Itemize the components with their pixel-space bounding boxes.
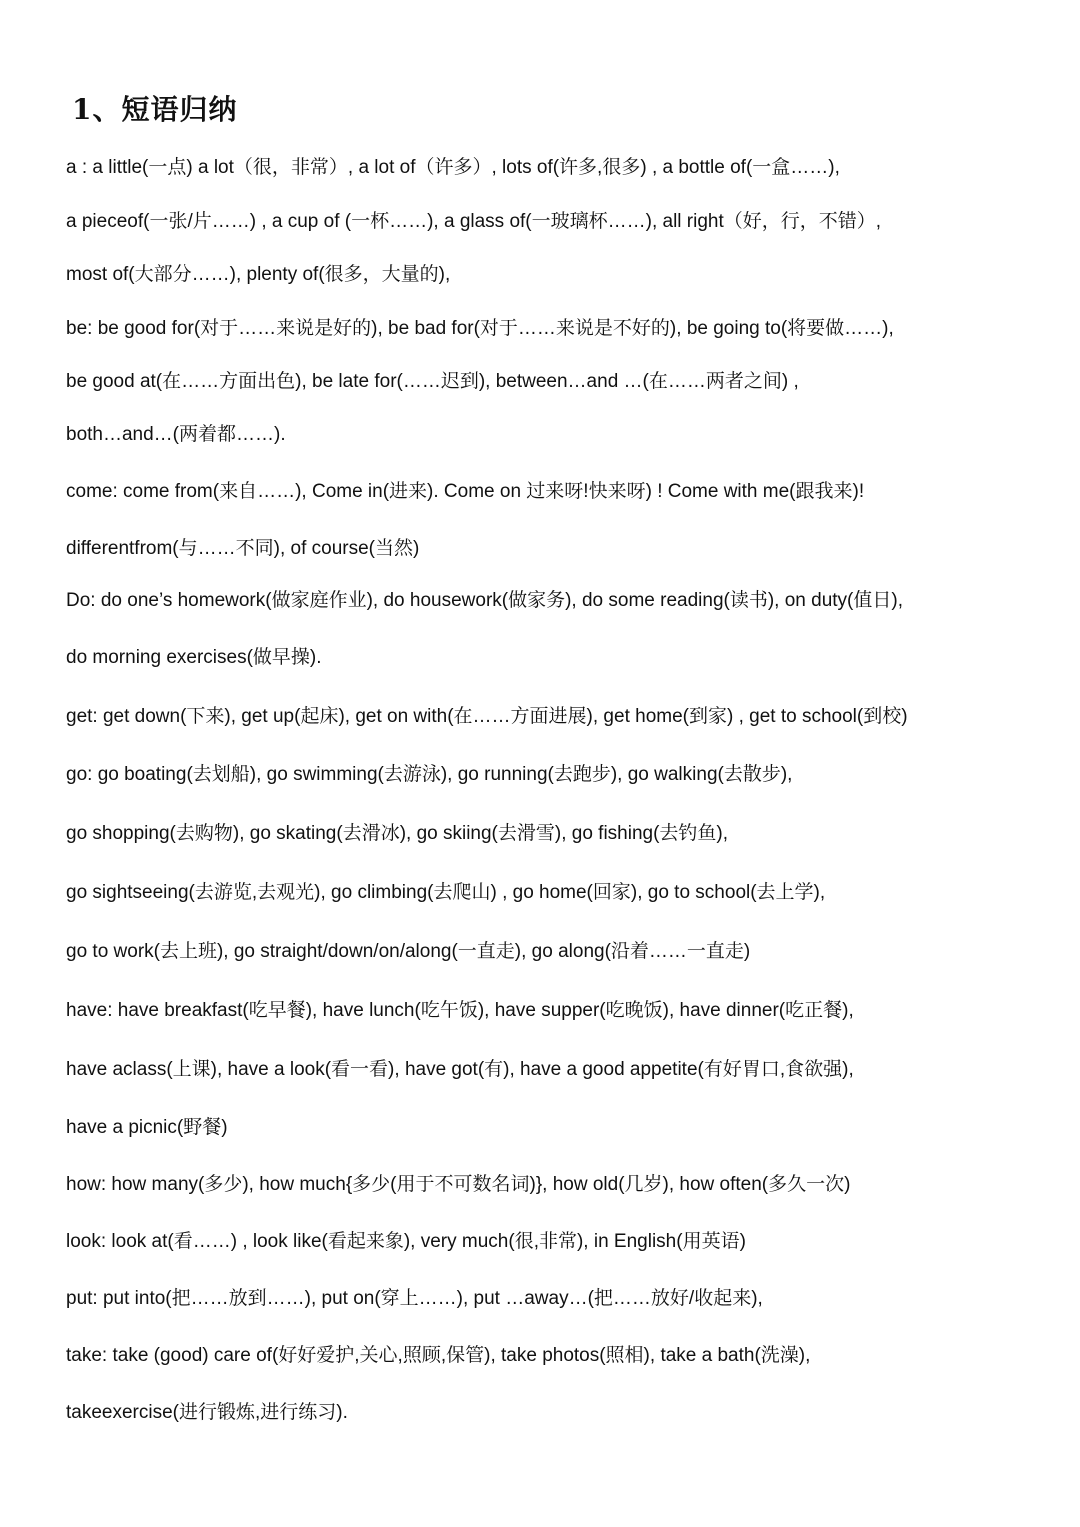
phrase-line: how: how many(多少), how much{多少(用于不可数名词)}, how old(几岁), how often(多久一次): [66, 1174, 851, 1195]
phrase-line: both…and…(两着都……).: [66, 424, 286, 445]
phrase-line: do morning exercises(做早操).: [66, 647, 322, 668]
phrase-line: have aclass(上课), have a look(看一看), have got(有), have a good appetite(有好胃口,食欲强),: [66, 1059, 854, 1080]
phrase-line: put: put into(把……放到……), put on(穿上……), put …away…(把……放好/收起来),: [66, 1288, 763, 1309]
phrase-line: a : a little(一点) a lot（很，非常）, a lot of（许多）, lots of(许多,很多) , a bottle of(一盒……),: [66, 157, 840, 178]
phrase-line: be good at(在……方面出色), be late for(……迟到), between…and …(在……两者之间) ,: [66, 371, 799, 392]
phrase-line: have: have breakfast(吃早餐), have lunch(吃午饭), have supper(吃晚饭), have dinner(吃正餐),: [66, 1000, 854, 1021]
phrase-line: take: take (good) care of(好好爱护,关心,照顾,保管), take photos(照相), take a bath(洗澡),: [66, 1345, 811, 1366]
phrase-line: most of(大部分……), plenty of(很多，大量的),: [66, 264, 451, 285]
phrase-line: differentfrom(与……不同), of course(当然): [66, 538, 420, 559]
phrase-line: a pieceof(一张/片……) , a cup of (一杯……), a glass of(一玻璃杯……), all right（好，行，不错）,: [66, 211, 882, 232]
phrase-line: get: get down(下来), get up(起床), get on with(在……方面进展), get home(到家) , get to school(到校): [66, 706, 908, 727]
phrase-line: go to work(去上班), go straight/down/on/along(一直走), go along(沿着……一直走): [66, 941, 751, 962]
phrase-line: be: be good for(对于……来说是好的), be bad for(对于……来说是不好的), be going to(将要做……),: [66, 318, 894, 339]
page-title: 1、短语归纳: [72, 93, 238, 126]
phrase-line: have a picnic(野餐): [66, 1117, 228, 1138]
phrase-line: takeexercise(进行锻炼,进行练习).: [66, 1402, 348, 1423]
phrase-line: come: come from(来自……), Come in(进来). Come on 过来呀!快来呀) ! Come with me(跟我来)!: [66, 481, 865, 502]
phrase-line: go shopping(去购物), go skating(去滑冰), go skiing(去滑雪), go fishing(去钓鱼),: [66, 823, 729, 844]
phrase-line: Do: do one’s homework(做家庭作业), do housework(做家务), do some reading(读书), on duty(值日),: [66, 590, 903, 611]
phrase-line: go: go boating(去划船), go swimming(去游泳), go running(去跑步), go walking(去散步),: [66, 764, 793, 785]
phrase-line: go sightseeing(去游览,去观光), go climbing(去爬山) , go home(回家), go to school(去上学),: [66, 882, 826, 903]
phrase-line: look: look at(看……) , look like(看起来象), very much(很,非常), in English(用英语): [66, 1231, 746, 1252]
